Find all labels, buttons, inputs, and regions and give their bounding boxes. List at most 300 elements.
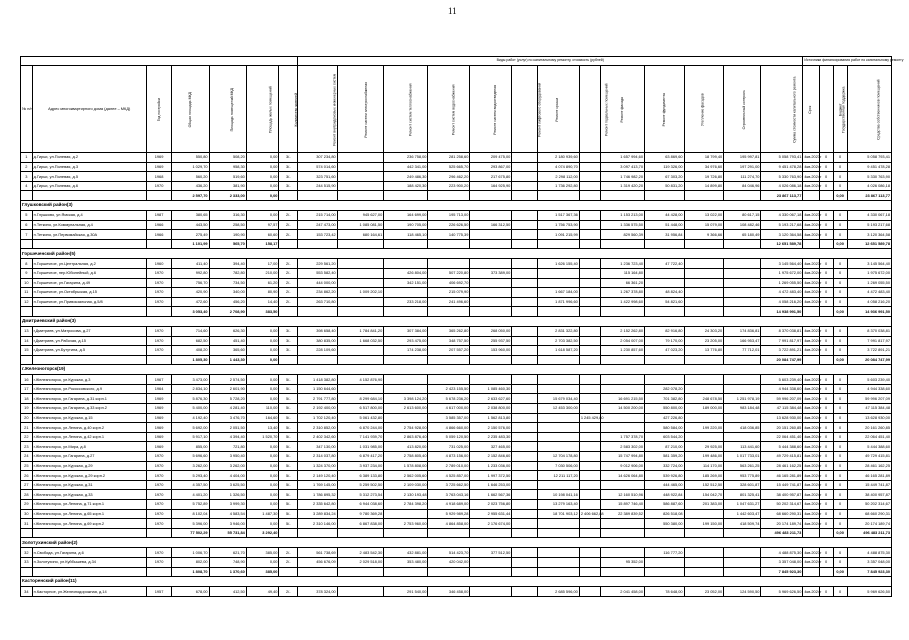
cell: 1 230 857,60 <box>600 346 644 356</box>
cell: 9 451 478,28 <box>761 162 803 172</box>
cell: 0 <box>819 452 833 462</box>
cell: 3 625,50 <box>209 480 246 490</box>
cell: 14 899,80 <box>684 181 724 191</box>
header-col-10 <box>384 66 428 153</box>
cell <box>684 548 724 558</box>
cell: 680 164,61 <box>337 230 384 240</box>
cell: 3/- <box>279 336 298 346</box>
cell: 373 389,00 <box>470 268 512 278</box>
cell: 21 <box>21 423 33 433</box>
cell <box>537 384 579 394</box>
cell: 0 <box>833 384 847 394</box>
cell <box>579 557 600 567</box>
cell <box>537 278 579 288</box>
cell <box>512 413 538 423</box>
cell: 4кв.2024г <box>803 432 819 442</box>
cell: 19 <box>21 404 33 414</box>
cell: 0,00 <box>246 355 279 365</box>
cell: 2 601,90 <box>209 384 246 394</box>
cell <box>579 375 600 385</box>
cell: 5/- <box>279 519 298 529</box>
cell: г.Железногорск, ул.Курская, д.29 <box>32 461 146 471</box>
cell: 328 601,87 <box>724 480 761 490</box>
cell <box>298 528 338 538</box>
cell: 3 292,40 <box>246 528 279 538</box>
cell: 1 618 587,20 <box>537 346 579 356</box>
cell: 268 050,00 <box>470 326 512 336</box>
cell: 9 <box>21 268 33 278</box>
cell: 14 500 200,00 <box>600 404 644 414</box>
cell: 1 233 036,00 <box>470 461 512 471</box>
cell: 508,20 <box>209 153 246 163</box>
cell: 14 938 991,50 <box>761 307 803 317</box>
table-row <box>21 172 892 182</box>
cell <box>537 375 579 385</box>
cell: 18 <box>21 394 33 404</box>
cell: 3/- <box>279 153 298 163</box>
cell: 0,00 <box>246 162 279 172</box>
cell <box>21 355 33 365</box>
cell: 234 862,20 <box>298 288 338 298</box>
cell: 3/- <box>279 181 298 191</box>
cell: 0 <box>833 326 847 336</box>
section-label: Золотухинский район(2) <box>21 538 892 548</box>
cell <box>512 307 538 317</box>
cell <box>684 567 724 577</box>
cell: 3 763 043,16 <box>428 490 470 500</box>
cell: г.Дмитриев, ул.Рабочая, д.15 <box>32 336 146 346</box>
cell: 22 064 451,40 <box>847 432 891 442</box>
cell <box>645 355 685 365</box>
table-row <box>21 259 892 269</box>
cell <box>298 355 338 365</box>
cell: 20 <box>21 413 33 423</box>
cell: 0 <box>833 230 847 240</box>
cell: 247 473,00 <box>298 220 338 230</box>
cell: г.Железногорск, ул.Ленина, д.71 корп.1 <box>32 500 146 510</box>
header-col-19 <box>724 66 761 153</box>
cell <box>298 191 338 201</box>
cell: 24 <box>21 452 33 462</box>
cell: 958,30 <box>209 162 246 172</box>
cell: 0 <box>819 220 833 230</box>
cell: 4кв.2024г <box>803 442 819 452</box>
cell: 1970 <box>146 181 172 191</box>
cell: 418 509,74 <box>724 519 761 529</box>
cell: 1987 <box>146 210 172 220</box>
cell: 1 578 808,00 <box>384 461 428 471</box>
cell: 233 218,00 <box>384 297 428 307</box>
cell: 22 064 451,40 <box>761 432 803 442</box>
cell: 4кв.2024г <box>803 452 819 462</box>
cell: 118 465,10 <box>384 230 428 240</box>
cell: 1 269 055,50 <box>761 278 803 288</box>
cell: 0,00 <box>246 394 279 404</box>
cell: 0 <box>819 519 833 529</box>
cell: 15 747 994,80 <box>600 452 644 462</box>
cell: 2 335 642,80 <box>298 500 338 510</box>
cell <box>470 375 512 385</box>
cell: 734,50 <box>209 278 246 288</box>
total-row <box>21 528 892 538</box>
cell <box>32 191 146 201</box>
cell: 5/- <box>279 404 298 414</box>
cell: 12 160 510,96 <box>600 490 644 500</box>
cell: 12 651 589,78 <box>761 239 803 249</box>
cell: п.Теткино, ул.Первомайская, д.30А <box>32 230 146 240</box>
cell: д.Гирьи, ул.Полевая, д.6 <box>32 181 146 191</box>
cell <box>537 191 579 201</box>
header-group-works: Виды работ (услуг) по капитальному ремонту, стоимость (рублей) <box>298 57 803 66</box>
cell: 0,00 <box>246 191 279 201</box>
cell: 5 <box>21 210 33 220</box>
cell: 1969 <box>146 153 172 163</box>
cell <box>579 230 600 240</box>
cell: 2 152 262,80 <box>600 326 644 336</box>
cell: 1 422 998,60 <box>600 297 644 307</box>
cell: 2/- <box>279 278 298 288</box>
header-col-label: Адрес многоквартирного дома (далее – МКД) <box>48 106 131 112</box>
cell: 1970 <box>146 452 172 462</box>
cell: 5 058 793,41 <box>761 153 803 163</box>
cell <box>537 442 579 452</box>
cell: 0 <box>833 432 847 442</box>
cell: 5 678 236,20 <box>428 394 470 404</box>
header-col-18 <box>684 66 724 153</box>
cell: 682,50 <box>172 336 209 346</box>
cell: 394,40 <box>209 259 246 269</box>
cell <box>32 528 146 538</box>
cell: 0 <box>833 181 847 191</box>
cell: 1970 <box>146 557 172 567</box>
cell <box>724 413 761 423</box>
cell: 4кв.2024г <box>803 557 819 567</box>
cell <box>803 191 819 201</box>
cell: 0 <box>819 557 833 567</box>
table-row <box>21 268 892 278</box>
cell: 0 <box>833 404 847 414</box>
table-row <box>21 557 892 567</box>
cell <box>32 355 146 365</box>
table-row <box>21 587 892 597</box>
cell: 0 <box>833 220 847 230</box>
cell: 0 <box>819 181 833 191</box>
cell: 4кв.2023г <box>803 548 819 558</box>
cell: 4кв.2024г <box>803 509 819 519</box>
cell <box>803 239 819 249</box>
cell: 13 279 163,40 <box>537 500 579 510</box>
cell <box>512 471 538 481</box>
cell <box>279 567 298 577</box>
cell: 15 679 034,40 <box>537 394 579 404</box>
cell: 8 370 038,81 <box>761 326 803 336</box>
cell <box>512 423 538 433</box>
cell <box>579 490 600 500</box>
cell: 49 729 415,81 <box>761 452 803 462</box>
cell: 1 626 155,40 <box>537 259 579 269</box>
cell <box>537 268 579 278</box>
cell: 17,00 <box>246 259 279 269</box>
cell: 217 675,80 <box>470 172 512 182</box>
cell: 32 <box>21 548 33 558</box>
cell: 5 193 217,68 <box>761 220 803 230</box>
header-col-label: Площадь помещений МКД <box>229 87 234 132</box>
cell: 3 <box>21 172 33 182</box>
cell: 953 775,89 <box>724 471 761 481</box>
cell: 3 725 662,50 <box>428 480 470 490</box>
cell <box>337 162 384 172</box>
cell: 4кв.2024г <box>803 490 819 500</box>
cell: 185 269,00 <box>684 471 724 481</box>
cell: 307 384,00 <box>384 326 428 336</box>
cell: 15 449 741,87 <box>761 480 803 490</box>
cell: 0 <box>819 210 833 220</box>
cell: 20 084 747,99 <box>847 355 891 365</box>
cell: 3 097 413,70 <box>600 162 644 172</box>
cell: 2 <box>21 162 33 172</box>
cell: 2 789 010,00 <box>428 461 470 471</box>
cell <box>512 230 538 240</box>
cell <box>279 307 298 317</box>
cell: 199 150,00 <box>684 519 724 529</box>
cell <box>724 278 761 288</box>
cell: 2 109 030,00 <box>384 480 428 490</box>
cell: 77 502,29 <box>172 528 209 538</box>
cell: 2 708,90 <box>209 307 246 317</box>
cell: 51 448,00 <box>645 220 685 230</box>
cell: 456 676,09 <box>298 557 338 567</box>
cell: 281 258,60 <box>428 153 470 163</box>
cell: 15 079,00 <box>684 220 724 230</box>
cell: 28 461 162,25 <box>847 461 891 471</box>
cell <box>470 230 512 240</box>
cell: 436,20 <box>172 181 209 191</box>
cell: 5 444 388,60 <box>761 442 803 452</box>
header-col-17 <box>645 66 685 153</box>
cell: 293 867,00 <box>470 162 512 172</box>
cell <box>279 528 298 538</box>
cell: 13 628 930,00 <box>847 413 891 423</box>
cell: 20 174 189,74 <box>761 519 803 529</box>
cell: 1 326,50 <box>209 490 246 500</box>
cell: 26 <box>21 471 33 481</box>
capital-repair-table-wrap <box>20 56 904 597</box>
cell: 2/- <box>279 557 298 567</box>
cell: 1970 <box>146 509 172 519</box>
header-col-label: Ремонт систем электроснабжения <box>363 81 368 138</box>
cell <box>279 355 298 365</box>
cell: 945 627,00 <box>337 210 384 220</box>
cell <box>384 509 428 519</box>
cell: 1969 <box>146 413 172 423</box>
cell: 15 449 741,87 <box>847 480 891 490</box>
cell: 19 726,80 <box>684 172 724 182</box>
cell <box>579 471 600 481</box>
table-row <box>21 297 892 307</box>
cell: 17 <box>21 384 33 394</box>
cell <box>512 181 538 191</box>
cell: 1 736 292,80 <box>537 181 579 191</box>
cell: 0,00 <box>833 567 847 577</box>
cell: 0,00 <box>246 557 279 567</box>
cell: 7 030 506,00 <box>537 461 579 471</box>
cell: 59 996 207,09 <box>847 394 891 404</box>
cell: 1 009 202,10 <box>337 288 384 298</box>
cell: 4кв.2024г <box>803 480 819 490</box>
cell <box>470 288 512 298</box>
header-col-label: Сумма стоимости капитального ремонта <box>792 76 797 143</box>
cell: г.Железногорск, ул.Рокоссовского, д.9 <box>32 384 146 394</box>
table-row <box>21 162 892 172</box>
cell: 348 757,50 <box>428 336 470 346</box>
cell <box>600 191 644 201</box>
cell: 4кв.2024г <box>803 423 819 433</box>
cell: 1969 <box>146 394 172 404</box>
cell <box>512 480 538 490</box>
cell <box>579 384 600 394</box>
cell: 0,00 <box>246 153 279 163</box>
table-row <box>21 288 892 298</box>
cell: 5 059 120,50 <box>428 432 470 442</box>
cell <box>512 452 538 462</box>
cell <box>684 297 724 307</box>
cell: 2 955 631,44 <box>470 509 512 519</box>
table-row <box>21 548 892 558</box>
cell <box>600 480 644 490</box>
cell: 84 046,96 <box>724 181 761 191</box>
cell: 5 728,20 <box>209 394 246 404</box>
cell: 263 710,80 <box>298 297 338 307</box>
cell: 5/- <box>279 490 298 500</box>
cell: 7 845 923,30 <box>847 567 891 577</box>
cell: 2 130 193,48 <box>384 490 428 500</box>
cell: 0,00 <box>246 471 279 481</box>
header-col-21 <box>803 66 819 153</box>
cell: 550,80 <box>172 153 209 163</box>
cell: 47 023,20 <box>645 346 685 356</box>
cell <box>337 259 384 269</box>
cell: 0 <box>819 500 833 510</box>
section-label: Глушковский район(3) <box>21 200 892 210</box>
cell: 6 <box>21 220 33 230</box>
cell: 1 668 032,50 <box>337 336 384 346</box>
cell: 1 153 213,00 <box>600 210 644 220</box>
cell: 1 786 895,32 <box>298 490 338 500</box>
cell: 4кв.2024г <box>803 587 819 597</box>
cell <box>428 307 470 317</box>
cell <box>512 548 538 558</box>
cell <box>512 375 538 385</box>
cell: 714,60 <box>172 326 209 336</box>
cell <box>600 519 644 529</box>
cell: 80 617,15 <box>724 210 761 220</box>
cell: д.Гирьи, ул.Полевая, д.2 <box>32 153 146 163</box>
cell: 49 729 415,81 <box>847 452 891 462</box>
cell <box>512 384 538 394</box>
header-col-label: Ремонт внутридомовых инженерных систем <box>332 73 337 146</box>
cell <box>279 239 298 249</box>
cell: 1964 <box>146 384 172 394</box>
cell: 353 480,00 <box>384 557 428 567</box>
cell: 6 879 417,20 <box>337 452 384 462</box>
cell: 0,00 <box>833 191 847 201</box>
cell: 5/- <box>279 375 298 385</box>
cell <box>579 162 600 172</box>
cell: 563 261,25 <box>724 461 761 471</box>
cell: г.Железногорск, ул.Курская, д.3 <box>32 375 146 385</box>
cell <box>684 432 724 442</box>
cell: п.Золотухино, ул.Куйбышева, д.34 <box>32 557 146 567</box>
cell: 5/- <box>279 509 298 519</box>
cell: 2 235 483,30 <box>470 432 512 442</box>
cell: 1 662 567,36 <box>470 490 512 500</box>
cell: 0,00 <box>246 336 279 346</box>
cell: 5/- <box>279 461 298 471</box>
cell: 0 <box>819 268 833 278</box>
cell: 31 <box>21 519 33 529</box>
cell: 553 582,40 <box>298 268 338 278</box>
cell: 0 <box>819 172 833 182</box>
cell: 1966 <box>146 230 172 240</box>
cell: 4кв.2023г <box>803 210 819 220</box>
cell: 46 165 281,89 <box>761 471 803 481</box>
table-row <box>21 471 892 481</box>
cell: 1970 <box>146 500 172 510</box>
cell <box>21 567 33 577</box>
cell: 2 054 007,00 <box>600 336 644 346</box>
cell: 2 041 458,00 <box>600 587 644 597</box>
cell: 1970 <box>146 519 172 529</box>
cell <box>470 259 512 269</box>
cell: 166 953,47 <box>724 336 761 346</box>
cell: 0 <box>833 153 847 163</box>
cell: 4 401,20 <box>172 490 209 500</box>
cell: 2 633 627,60 <box>470 394 512 404</box>
cell: 189 000,00 <box>684 404 724 414</box>
section-row <box>21 577 892 587</box>
cell: 14 626 064,80 <box>600 471 644 481</box>
cell <box>684 375 724 385</box>
cell: 153 960,00 <box>470 346 512 356</box>
cell: г.Дмитриев, ул.Бутутина, д.5 <box>32 346 146 356</box>
cell: 215 079,90 <box>428 288 470 298</box>
cell: 413 820,00 <box>384 442 428 452</box>
cell: 0 <box>833 452 847 462</box>
section-label: Горшеченский район(5) <box>21 249 892 259</box>
cell: 249 486,30 <box>384 172 428 182</box>
cell: 226 626,50 <box>428 220 470 230</box>
cell <box>428 191 470 201</box>
cell: 0 <box>819 375 833 385</box>
cell: 4кв.2024г <box>803 471 819 481</box>
cell: 0 <box>819 480 833 490</box>
cell: 8 102,04 <box>172 509 209 519</box>
cell: 385,00 <box>246 567 279 577</box>
cell: 340,00 <box>209 288 246 298</box>
cell: 0 <box>819 259 833 269</box>
cell: 0 <box>819 461 833 471</box>
cell: 1 746 982,20 <box>600 172 644 182</box>
cell: 199 220,00 <box>684 423 724 433</box>
cell: п.Теткино, ул.Коммунальная, д.4 <box>32 220 146 230</box>
cell: 195 997,81 <box>724 153 761 163</box>
cell: 4кв.2023г <box>803 326 819 336</box>
cell <box>579 404 600 414</box>
cell: 0,00 <box>246 461 279 471</box>
cell <box>337 153 384 163</box>
cell: 1 975 672,00 <box>761 268 803 278</box>
cell <box>512 461 538 471</box>
